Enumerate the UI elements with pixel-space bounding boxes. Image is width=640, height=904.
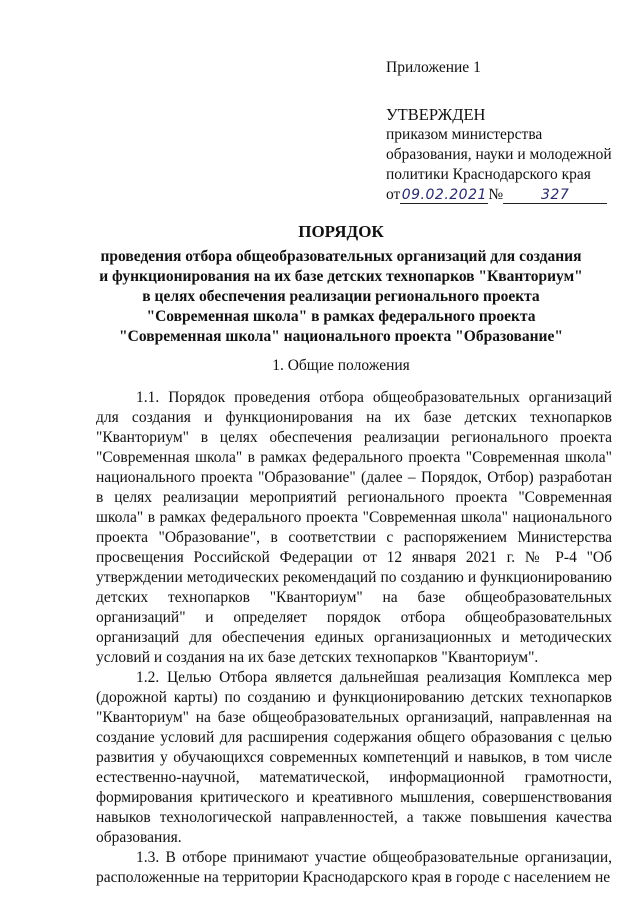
number-label: № xyxy=(488,186,504,203)
document-title xyxy=(96,221,586,347)
order-date-field xyxy=(400,187,488,204)
order-number-field xyxy=(503,187,607,204)
handwritten-number: 327 xyxy=(541,187,570,203)
approval-line-2: образования, науки и молодежной xyxy=(386,146,612,163)
from-label: от xyxy=(386,186,401,203)
paragraph-1-1: 1.1. Порядок проведения отбора общеобразовательных организаций для создания и функционирования на их базе детских технопарков "Кванториум" в целях обеспечения реализации регионального проекта "Современная школа" в рамках федерального проекта "Современная школа" национального проекта "Образование" (далее – Порядок, Отбор) разработан в целях реализации мероприятий регионального проекта "Современная школа" в рамках федерального проекта "Современная школа" национального проекта "Образование", в соответствии с распоряжением Министерства просвещения Российской Федерации от 12 января 2021 г. № Р-4 "Об утверждении методических рекомендаций по созданию и функционированию детских технопарков "Кванториум" на базе общеобразовательных организаций" и определяет порядок отбора общеобразовательных организаций для обеспечения единых организационных и методических условий и создания на их базе детских технопарков "Кванториум". xyxy=(96,389,612,666)
handwritten-date: 09.02.2021 xyxy=(401,187,487,203)
paragraph-1-3: 1.3. В отборе принимают участие общеобразовательные организации, расположенные на территории Краснодарского края в городе с населением не xyxy=(96,849,612,886)
title-heading: ПОРЯДОК xyxy=(298,222,384,241)
approval-block xyxy=(386,58,626,205)
order-date-number-row xyxy=(386,185,626,205)
section-title: 1. Общие положения xyxy=(272,357,410,374)
appendix-label: Приложение 1 xyxy=(386,59,481,76)
approval-line-1: приказом министерства xyxy=(386,126,543,143)
approved-stamp-label: УТВЕРЖДЕН xyxy=(386,105,486,124)
approval-line-3: политики Краснодарского края xyxy=(386,166,591,183)
title-subtitle: проведения отбора общеобразовательных организаций для создания и функционирования на их базе детских технопарков "Кванториум" в целях обеспечения реализации регионального проекта "Современная школа" в рамках федерального проекта "Современная школа" национального проекта "Образование" xyxy=(99,248,583,345)
document-body xyxy=(96,388,612,888)
paragraph-1-2: 1.2. Целью Отбора является дальнейшая реализация Комплекса мер (дорожной карты) по созданию и функционированию детских технопарков "Кванториум" на базе общеобразовательных организаций, направленная на создание условий для расширения содержания общего образования с целью развития у обучающихся современных компетенций и навыков, в том числе естественно-научной, математической, информационной грамотности, формирования критического и креативного мышления, совершенствования навыков технологической направленностей, а также повышения качества образования. xyxy=(96,669,612,846)
